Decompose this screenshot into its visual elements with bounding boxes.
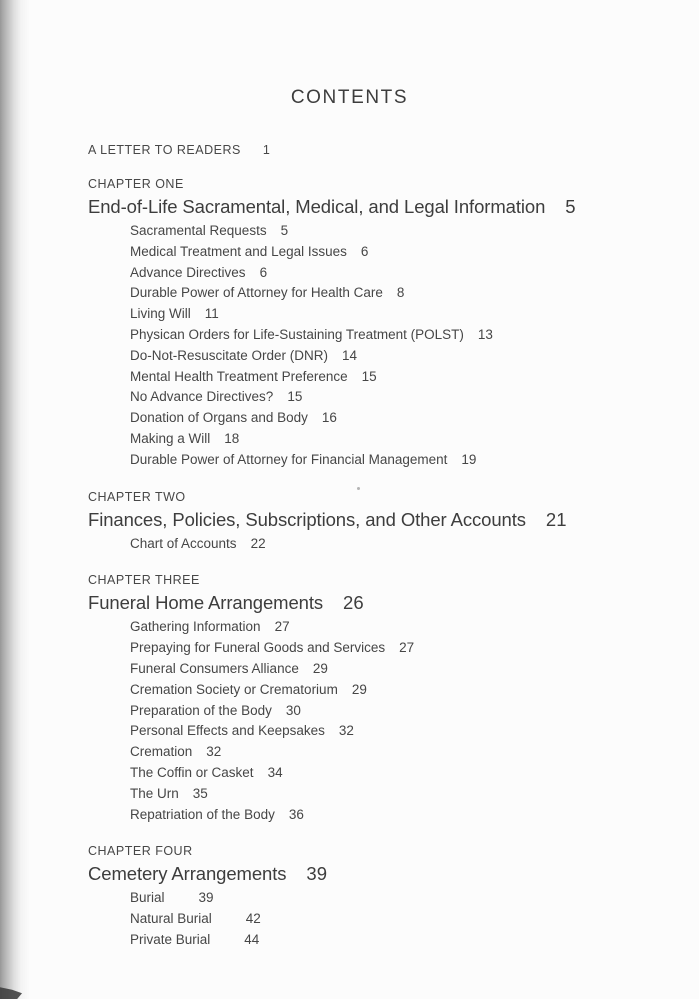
toc-entry (130, 680, 699, 701)
toc-entry (130, 763, 699, 784)
section-title: Cremation (130, 744, 193, 760)
section-title: Making a Will (130, 430, 211, 446)
scan-corner-artifact (0, 984, 22, 999)
section-title: The Urn (130, 785, 179, 801)
chapter-title: End-of-Life Sacramental, Medical, and Legal Information (88, 196, 546, 217)
section-list (0, 534, 699, 555)
section-list (0, 617, 699, 825)
section-title: Funeral Consumers Alliance (130, 660, 299, 676)
chapter-label: CHAPTER ONE (88, 177, 184, 191)
section-title: Cremation Society or Crematorium (130, 681, 338, 697)
toc-entry (130, 617, 699, 638)
toc-entry (130, 242, 699, 263)
section-title: Burial (130, 890, 165, 906)
page-number: 30 (285, 702, 301, 718)
section-title: Prepaying for Funeral Goods and Services (130, 640, 386, 656)
chapter-title: Finances, Policies, Subscriptions, and Other Accounts (88, 508, 526, 530)
chapter-title-row (88, 507, 699, 533)
page-number: 39 (198, 890, 214, 906)
section-title: Gathering Information (130, 619, 261, 635)
chapter-title-row (88, 590, 699, 616)
toc-entry (130, 221, 699, 242)
page-number: 35 (192, 785, 208, 801)
toc-entry (130, 304, 699, 325)
chapter-title-row (88, 861, 699, 887)
toc-entry (130, 429, 699, 450)
page-number: 6 (259, 264, 268, 280)
toc-entry (130, 346, 699, 367)
section-title: Sacramental Requests (130, 223, 267, 238)
page-number: 21 (545, 508, 567, 530)
section-title: Donation of Organs and Body (130, 410, 308, 426)
section-title: Chart of Accounts (130, 535, 237, 551)
page-number: 6 (360, 243, 369, 259)
section-title: Natural Burial (130, 911, 212, 927)
toc-entry (130, 659, 699, 680)
section-title: Durable Power of Attorney for Financial Management (130, 451, 448, 467)
page-number: 39 (306, 863, 327, 885)
section-list (0, 221, 699, 471)
toc-entry (130, 888, 699, 909)
chapter-title: Cemetery Arrangements (88, 863, 287, 885)
toc-entry (130, 534, 699, 555)
toc-entry (130, 263, 699, 284)
page-number: 27 (399, 640, 415, 656)
toc-entry-front-matter (88, 142, 699, 158)
section-title: Private Burial (130, 931, 211, 947)
chapter-label: CHAPTER FOUR (88, 844, 193, 859)
chapter-block-two (0, 488, 699, 555)
toc-entry (130, 721, 699, 742)
page-number: 27 (274, 619, 290, 635)
toc-entry (130, 742, 699, 763)
section-title: Do-Not-Resuscitate Order (DNR) (130, 347, 329, 363)
page-number: 5 (280, 223, 289, 238)
page-number: 32 (338, 723, 354, 739)
page-number: 44 (244, 931, 260, 947)
toc-entry (130, 367, 699, 388)
toc-entry (130, 408, 699, 429)
section-list (0, 888, 699, 950)
chapter-label: CHAPTER THREE (88, 573, 200, 588)
page-number: 29 (351, 681, 367, 697)
toc-entry (130, 784, 699, 805)
page-number: 13 (477, 326, 493, 342)
section-title: Physican Orders for Life-Sustaining Treatment (POLST) (130, 326, 464, 342)
page-number: 5 (565, 196, 576, 217)
section-title: Medical Treatment and Legal Issues (130, 243, 347, 259)
toc-entry (130, 930, 699, 951)
section-title: Personal Effects and Keepsakes (130, 723, 325, 739)
toc-entry (130, 387, 699, 408)
page-number: 11 (204, 306, 219, 322)
page-number: 34 (267, 764, 283, 780)
scan-speck (357, 487, 360, 490)
toc-entry (130, 450, 699, 471)
section-title: Living Will (130, 306, 191, 322)
chapter-label: CHAPTER TWO (88, 489, 186, 504)
page-number: 42 (245, 911, 261, 927)
chapter-block-four (0, 842, 699, 950)
page-number: 16 (321, 410, 337, 426)
section-title: Repatriation of the Body (130, 806, 275, 822)
page-number: 19 (461, 451, 477, 467)
toc-entry (130, 805, 699, 826)
toc-entry (130, 325, 699, 346)
toc-entry (130, 283, 699, 304)
toc-entry (130, 638, 699, 659)
page-number: 8 (396, 285, 405, 301)
toc-entry-label: A LETTER TO READERS (88, 143, 241, 157)
chapter-block-three (0, 571, 699, 825)
section-title: No Advance Directives? (130, 389, 274, 405)
page-number: 14 (342, 347, 358, 363)
page-number: 29 (312, 660, 328, 676)
page-number: 26 (343, 592, 364, 614)
page-number: 15 (287, 389, 303, 405)
page-number: 18 (224, 430, 240, 446)
toc-entry (130, 701, 699, 722)
toc-entry (130, 909, 699, 930)
page-number: 1 (262, 143, 270, 157)
section-title: The Coffin or Casket (130, 764, 254, 780)
section-title: Advance Directives (130, 264, 246, 280)
section-title: Mental Health Treatment Preference (130, 368, 348, 384)
section-title: Preparation of the Body (130, 702, 272, 718)
chapter-title: Funeral Home Arrangements (88, 592, 324, 614)
page-number: 36 (288, 806, 304, 822)
page-number: 22 (250, 535, 266, 551)
page-title: CONTENTS (290, 87, 409, 108)
page-number: 32 (206, 744, 222, 760)
chapter-block-one (0, 175, 699, 471)
page-number: 15 (361, 368, 377, 384)
section-title: Durable Power of Attorney for Health Care (130, 285, 383, 301)
chapter-title-row (88, 194, 699, 220)
